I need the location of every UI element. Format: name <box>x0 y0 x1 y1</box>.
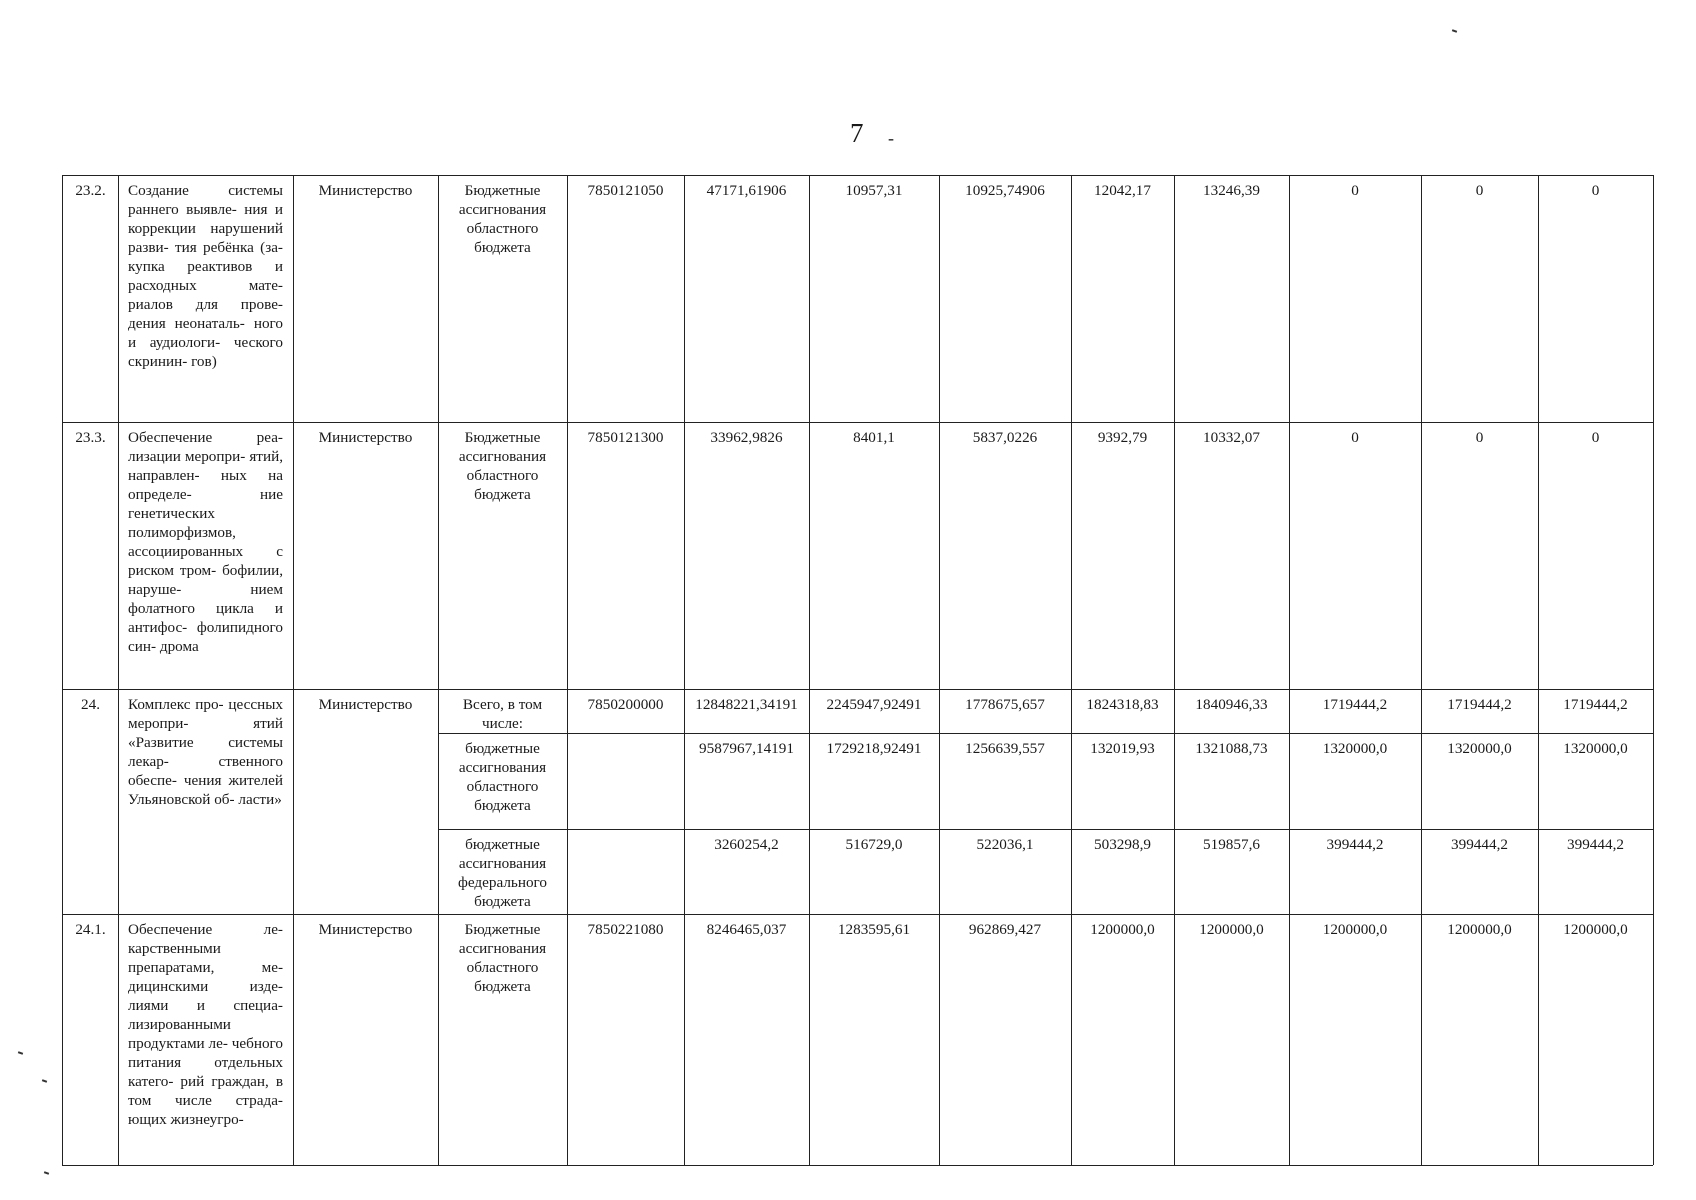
row-number: 23.2. <box>75 182 106 199</box>
year-5-amount: 399444,2 <box>1326 836 1384 853</box>
event-description: Обеспечение ле- карственными препаратами, ме- дицинскими изде- лиями и специа- лизированными продуктами ле- чебного питания отдельных катего- рий граждан, в том числе страда- ющих жизнеугро- <box>128 921 283 1128</box>
row-divider <box>438 829 1653 830</box>
year-4-amount: 10332,07 <box>1203 429 1260 446</box>
total-amount: 9587967,14191 <box>699 740 794 757</box>
budget-table <box>62 175 1653 1166</box>
funding-source: бюджетные ассигнования областного бюджета <box>458 740 547 814</box>
budget-code: 7850121050 <box>587 182 664 199</box>
year-1-amount: 516729,0 <box>845 836 903 853</box>
year-1-amount: 8401,1 <box>853 429 895 446</box>
year-2-amount: 1778675,657 <box>965 696 1045 713</box>
scan-mark: - <box>888 128 894 148</box>
column-divider <box>118 175 119 1165</box>
year-5-amount: 1719444,2 <box>1322 696 1388 713</box>
year-3-amount: 1200000,0 <box>1090 921 1155 938</box>
funding-source: бюджетные ассигнования федерального бюджета <box>458 836 547 910</box>
year-5-amount: 0 <box>1351 182 1359 199</box>
year-2-amount: 10925,74906 <box>965 182 1045 199</box>
year-2-amount: 522036,1 <box>976 836 1034 853</box>
total-amount: 47171,61906 <box>706 182 787 199</box>
year-7-amount: 1320000,0 <box>1563 740 1628 757</box>
budget-code: 7850121300 <box>587 429 664 446</box>
column-divider <box>1289 175 1290 1165</box>
year-2-amount: 962869,427 <box>968 921 1042 938</box>
row-divider <box>63 914 1653 915</box>
year-6-amount: 0 <box>1475 182 1484 199</box>
event-description: Комплекс про- цессных меропри- ятий «Развитие системы лекар- ственного обеспе- чения жителей Ульяновской об- ласти» <box>128 696 283 808</box>
column-divider <box>1071 175 1072 1165</box>
year-6-amount: 1719444,2 <box>1447 696 1512 713</box>
year-7-amount: 0 <box>1591 429 1600 446</box>
column-divider <box>1653 175 1654 1165</box>
year-6-amount: 1200000,0 <box>1447 921 1512 938</box>
event-description: Обеспечение реа- лизации меропри- ятий, направлен- ных на определе- ние генетических полиморфизмов, ассоциированных с риском тром- бофилии, наруше- нием фолатного цикла и антифос- фолипидного син- дрома <box>128 429 283 655</box>
column-divider <box>809 175 810 1165</box>
year-5-amount: 1200000,0 <box>1322 921 1388 938</box>
row-divider <box>63 689 1653 690</box>
year-4-amount: 1321088,73 <box>1195 740 1268 757</box>
column-divider <box>1174 175 1175 1165</box>
total-amount: 12848221,34191 <box>695 696 798 713</box>
row-divider <box>438 733 1653 734</box>
year-1-amount: 10957,31 <box>845 182 903 199</box>
column-divider <box>939 175 940 1165</box>
year-3-amount: 503298,9 <box>1094 836 1151 853</box>
year-1-amount: 2245947,92491 <box>826 696 922 713</box>
year-6-amount: 1320000,0 <box>1447 740 1512 757</box>
executor: Министерство <box>318 921 413 938</box>
year-4-amount: 1840946,33 <box>1195 696 1268 713</box>
scan-speck <box>42 1079 47 1083</box>
year-3-amount: 1824318,83 <box>1086 696 1159 713</box>
year-3-amount: 12042,17 <box>1094 182 1151 199</box>
column-divider <box>1421 175 1422 1165</box>
scan-speck <box>1452 29 1457 33</box>
row-number: 23.3. <box>75 429 106 446</box>
row-number: 24.1. <box>75 921 106 938</box>
row-number: 24. <box>81 696 100 713</box>
page-number: 7 <box>850 118 864 148</box>
year-4-amount: 519857,6 <box>1203 836 1260 853</box>
budget-code: 7850200000 <box>587 696 664 713</box>
column-divider <box>684 175 685 1165</box>
year-5-amount: 1320000,0 <box>1322 740 1388 757</box>
row-divider <box>63 422 1653 423</box>
year-7-amount: 1200000,0 <box>1563 921 1628 938</box>
funding-source: Бюджетные ассигнования областного бюджета <box>458 429 547 503</box>
executor: Министерство <box>318 182 413 199</box>
funding-source: Всего, в том числе: <box>462 696 543 732</box>
year-7-amount: 399444,2 <box>1567 836 1624 853</box>
column-divider <box>1538 175 1539 1165</box>
year-3-amount: 132019,93 <box>1090 740 1155 757</box>
year-2-amount: 5837,0226 <box>972 429 1038 446</box>
year-5-amount: 0 <box>1351 429 1359 446</box>
year-4-amount: 1200000,0 <box>1199 921 1264 938</box>
year-7-amount: 0 <box>1591 182 1600 199</box>
year-4-amount: 13246,39 <box>1203 182 1260 199</box>
funding-source: Бюджетные ассигнования областного бюджета <box>458 921 547 995</box>
funding-source: Бюджетные ассигнования областного бюджета <box>458 182 547 256</box>
year-7-amount: 1719444,2 <box>1563 696 1628 713</box>
year-1-amount: 1283595,61 <box>837 921 911 938</box>
year-1-amount: 1729218,92491 <box>826 740 922 757</box>
scan-speck <box>44 1171 49 1175</box>
executor: Министерство <box>318 696 413 713</box>
total-amount: 33962,9826 <box>710 429 783 446</box>
column-divider <box>438 175 439 1165</box>
scan-speck <box>18 1051 23 1055</box>
row-divider <box>63 175 1653 176</box>
year-3-amount: 9392,79 <box>1097 429 1148 446</box>
executor: Министерство <box>318 429 413 446</box>
budget-code: 7850221080 <box>587 921 664 938</box>
total-amount: 3260254,2 <box>714 836 779 853</box>
year-2-amount: 1256639,557 <box>965 740 1045 757</box>
year-6-amount: 399444,2 <box>1451 836 1508 853</box>
column-divider <box>567 175 568 1165</box>
total-amount: 8246465,037 <box>706 921 787 938</box>
column-divider <box>293 175 294 1165</box>
year-6-amount: 0 <box>1475 429 1484 446</box>
event-description: Создание системы раннего выявле- ния и коррекции нарушений разви- тия ребёнка (за- купка реактивов и расходных мате- риалов для прове- дения неонаталь- ного и аудиологи- ческого скринин- гов) <box>128 182 283 370</box>
